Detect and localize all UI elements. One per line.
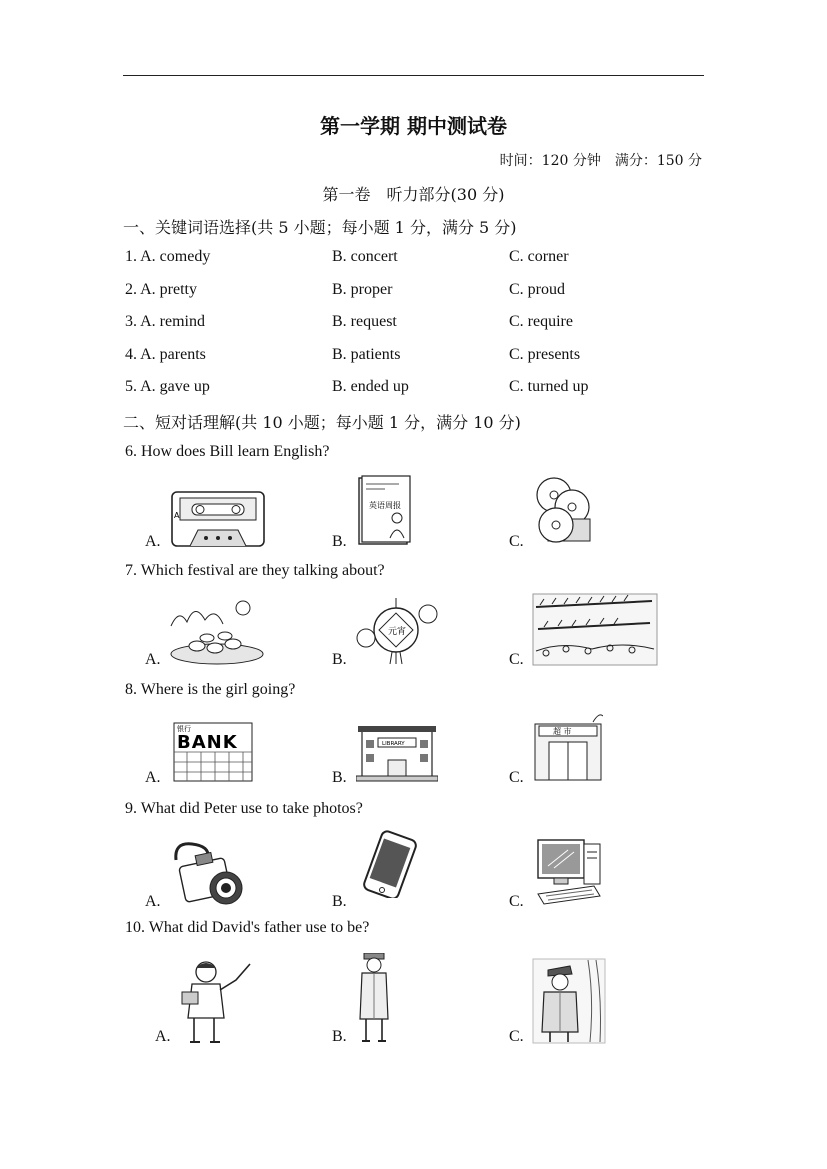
q5-option-a: 5. A. gave up [125,378,210,395]
q1-option-b: B. concert [332,248,398,265]
q8-label-b: B. [332,769,347,786]
bank-small-text: 银行 [177,725,191,733]
q7-label-a: A. [145,651,161,668]
q7-label-c: C. [509,651,524,668]
camera-icon [170,838,250,908]
page-title: 第一学期 期中测试卷 [320,114,507,138]
q4-option-a: 4. A. parents [125,346,206,363]
cds-icon [534,475,594,545]
q1-option-a: 1. A. comedy [125,248,211,265]
lantern-text: 元宵 [388,627,407,637]
bank-icon [173,722,253,782]
q2-option-a: 2. A. pretty [125,281,197,298]
smartphone-icon [358,830,422,898]
top-rule [123,75,704,76]
q3-option-b: B. request [332,313,397,330]
teacher-icon [176,958,252,1044]
q7-label-b: B. [332,651,347,668]
q2-option-c: C. proud [509,281,565,298]
q10-label-a: A. [155,1028,171,1045]
library-icon [356,726,438,782]
q1-option-c: C. corner [509,248,569,265]
q9-label-c: C. [509,893,524,910]
english-book-icon [357,474,411,548]
library-sign-text: LIBRARY [382,741,405,747]
q6-label-c: C. [509,533,524,550]
section1-heading: 一、关键词语选择(共 5 小题；每小题 1 分，满分 5 分) [123,218,517,237]
svg-text:A: A [174,511,180,520]
section2-heading: 二、短对话理解(共 10 小题；每小题 1 分，满分 10 分) [123,413,521,432]
q9-label-a: A. [145,893,161,910]
policeman-icon [532,958,606,1044]
q4-option-c: C. presents [509,346,581,363]
bank-sign-text: BANK [177,732,238,753]
q10-label-c: C. [509,1028,524,1045]
q10-text: 10. What did David's father use to be? [125,919,370,936]
book-title-text: 英语周报 [369,501,401,510]
q10-label-b: B. [332,1028,347,1045]
computer-icon [534,838,604,908]
q9-text: 9. What did Peter use to take photos? [125,800,363,817]
q7-text: 7. Which festival are they talking about? [125,562,385,579]
soldier-icon [356,953,392,1045]
q6-text: 6. How does Bill learn English? [125,443,330,460]
supermarket-sign-text: 超 市 [553,727,572,736]
q3-option-c: C. require [509,313,573,330]
cassette-tape-icon [170,490,266,548]
time-info: 时间：120 分钟 满分：150 分 [499,153,702,169]
q6-label-a: A. [145,533,161,550]
q9-label-b: B. [332,893,347,910]
part-heading: 第一卷 听力部分(30 分) [322,185,505,204]
q8-label-a: A. [145,769,161,786]
q8-text: 8. Where is the girl going? [125,681,296,698]
q8-label-c: C. [509,769,524,786]
mooncakes-moon-icon [167,598,265,666]
q5-option-b: B. ended up [332,378,409,395]
lantern-icon [352,598,440,666]
q6-label-b: B. [332,533,347,550]
supermarket-icon [533,712,603,782]
q2-option-b: B. proper [332,281,393,298]
q4-option-b: B. patients [332,346,401,363]
dragon-boats-icon [532,593,658,666]
q3-option-a: 3. A. remind [125,313,205,330]
q5-option-c: C. turned up [509,378,589,395]
